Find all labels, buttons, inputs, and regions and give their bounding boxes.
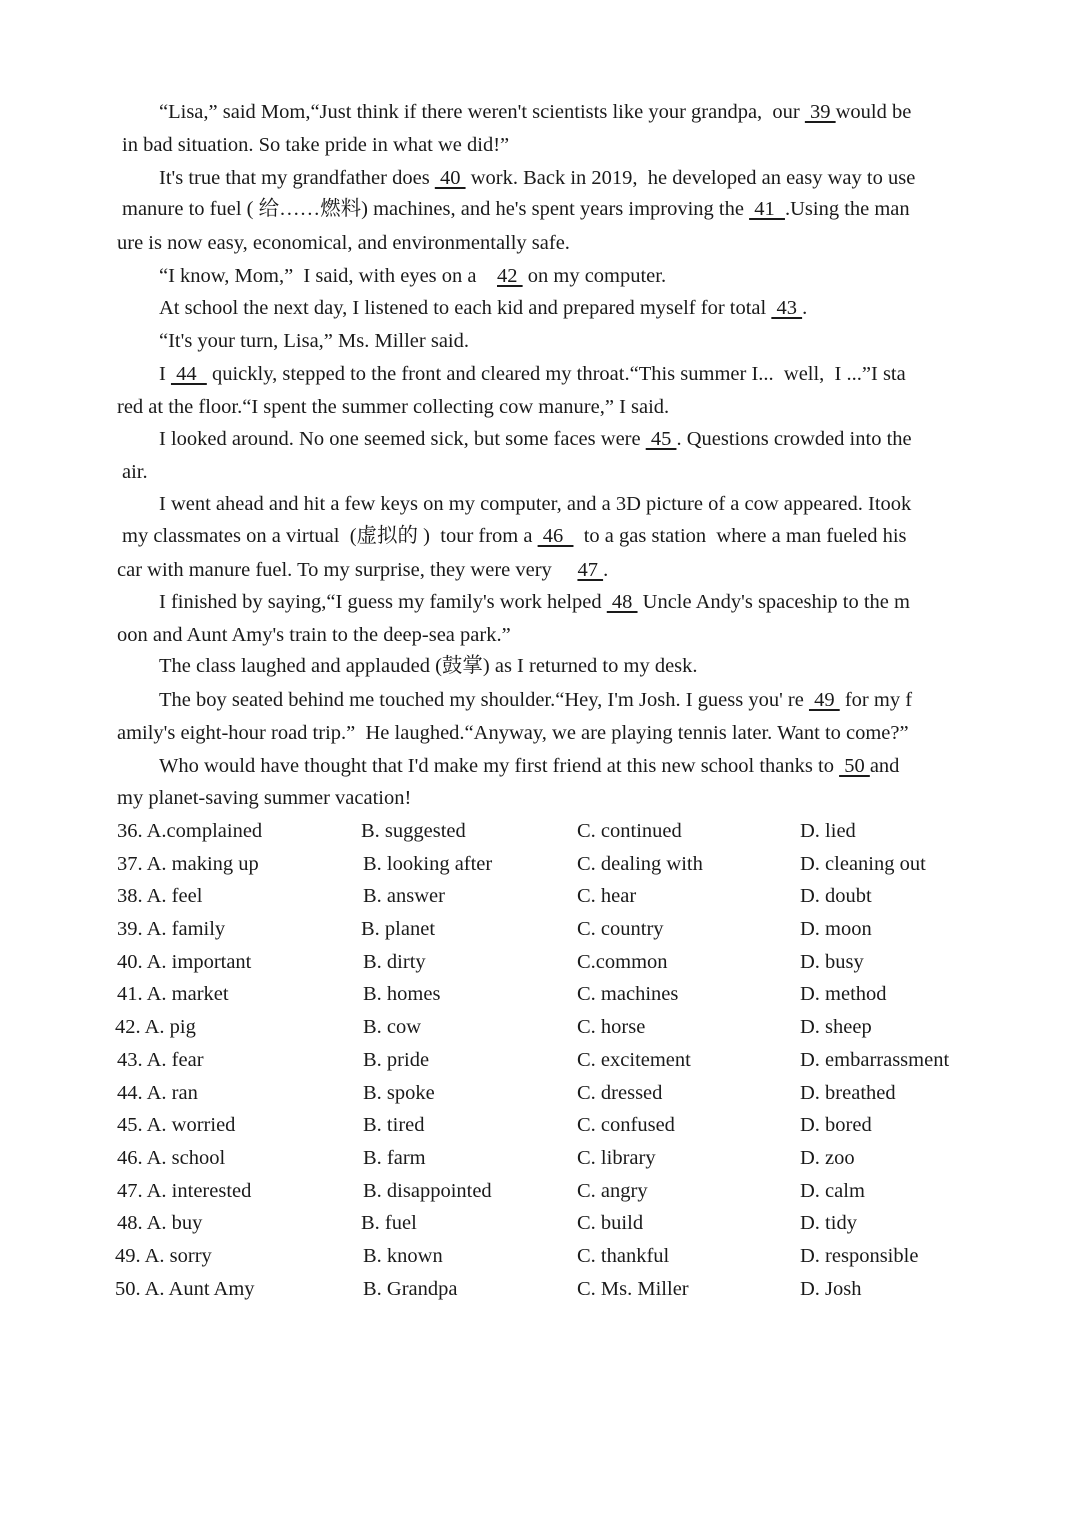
option-c: C. excitement [577,1049,691,1071]
passage-line [159,263,666,289]
option-c: C. horse [577,1016,646,1038]
answer-blank: 40 [434,167,466,189]
passage-line [117,394,669,420]
passage-text: I [159,363,171,385]
option-a: 40. A. important [117,951,252,973]
answer-blank: 41 [749,198,785,220]
passage-line [159,687,912,713]
passage-text: “I know, Mom,” I said, with eyes on a [159,265,497,287]
answer-blank: 47 [577,559,604,581]
option-a: 49. A. sorry [115,1245,212,1267]
option-d: D. moon [800,918,872,940]
answer-blank: 39 [804,101,836,123]
option-d: D. cleaning out [800,853,926,875]
passage-text: work. Back in 2019, he developed an easy way to use [465,167,916,189]
option-b: B. looking after [363,853,493,875]
answer-blank: 50 [839,755,870,777]
passage-text: amily's eight-hour road trip.” He laughed.“Anyway, we are playing tennis later. Want to come?” [117,722,909,744]
answer-blank: 49 [808,689,840,711]
passage-line [159,653,698,679]
option-b: B. spoke [363,1082,435,1104]
option-c: C. country [577,918,664,940]
option-c: C. library [577,1147,656,1169]
option-b: B. farm [363,1147,426,1169]
option-a: 37. A. making up [117,853,259,875]
option-a: 41. A. market [117,983,229,1005]
option-d: D. embarrassment [800,1049,950,1071]
option-d: D. method [800,983,887,1005]
passage-text: car with manure fuel. To my surprise, they were very [117,559,578,581]
option-b: B. planet [361,918,436,940]
passage-text: Uncle Andy's spaceship to the m [637,591,910,613]
passage-text: for my f [839,689,913,711]
option-a: 36. A.complained [117,820,263,842]
passage-line [117,622,511,648]
option-d: D. lied [800,820,856,842]
passage-text: The boy seated behind me touched my shoulder.“Hey, I'm Josh. I guess you' re [159,689,809,711]
answer-blank: 48 [606,591,638,613]
passage-line [117,720,909,746]
option-c: C. angry [577,1180,648,1202]
option-c: C. thankful [577,1245,670,1267]
option-d: D. tidy [800,1212,857,1234]
passage-text: in bad situation. So take pride in what we did!” [122,134,510,156]
option-b: B. pride [363,1049,430,1071]
option-d: D. busy [800,951,864,973]
option-a: 39. A. family [117,918,226,940]
passage-text: on my computer. [522,265,667,287]
passage-line [159,361,906,387]
answer-blank: 42 [497,265,523,287]
passage-text: “It's your turn, Lisa,” Ms. Miller said. [159,330,470,352]
option-d: D. calm [800,1180,865,1202]
option-c: C. confused [577,1114,675,1136]
passage-line [159,589,910,615]
option-b: B. dirty [363,951,426,973]
option-b: B. answer [363,885,445,907]
option-d: D. zoo [800,1147,855,1169]
passage-text: It's true that my grandfather does [159,167,435,189]
passage-text: to a gas station where a man fueled his [573,525,907,547]
option-a: 50. A. Aunt Amy [115,1278,255,1300]
passage-text: quickly, stepped to the front and cleared my throat.“This summer I... well, I ...”I sta [206,363,906,385]
option-d: D. bored [800,1114,872,1136]
passage-line [117,230,570,256]
passage-text: . [603,559,609,581]
passage-text: red at the floor.“I spent the summer collecting cow manure,” I said. [117,396,670,418]
passage-text: The class laughed and applauded (鼓掌) as I returned to my desk. [159,655,698,677]
passage-text: At school the next day, I listened to each kid and prepared myself for total [159,297,772,319]
passage-text: manure to fuel ( 给……燃料) machines, and he's spent years improving the [122,198,750,220]
option-b: B. known [363,1245,443,1267]
option-b: B. cow [363,1016,422,1038]
option-b: B. fuel [361,1212,417,1234]
option-a: 46. A. school [117,1147,226,1169]
passage-line [122,459,148,485]
passage-line [117,785,411,811]
passage-text: and [869,755,900,777]
passage-text: my planet-saving summer vacation! [117,787,412,809]
passage-text: my classmates on a virtual (虚拟的 ) tour from a [122,525,538,547]
answer-blank: 46 [537,525,574,547]
option-d: D. responsible [800,1245,919,1267]
option-a: 48. A. buy [117,1212,203,1234]
option-c: C. dealing with [577,853,703,875]
passage-text: Who would have thought that I'd make my first friend at this new school thanks to [159,755,840,777]
option-a: 43. A. fear [117,1049,204,1071]
passage-line [159,426,912,452]
passage-line [159,753,899,779]
option-c: C. dressed [577,1082,663,1104]
answer-blank: 45 [645,428,677,450]
passage-line [159,328,469,354]
option-d: D. sheep [800,1016,872,1038]
option-a: 44. A. ran [117,1082,198,1104]
passage-text: “Lisa,” said Mom,“Just think if there weren't scientists like your grandpa, our [159,101,805,123]
option-b: B. Grandpa [363,1278,458,1300]
passage-text: I looked around. No one seemed sick, but some faces were [159,428,646,450]
passage-line [159,295,807,321]
passage-line [122,132,509,158]
passage-text: I finished by saying,“I guess my family's work helped [159,591,607,613]
option-c: C. Ms. Miller [577,1278,689,1300]
option-a: 47. A. interested [117,1180,252,1202]
option-b: B. disappointed [363,1180,492,1202]
passage-line [159,99,911,125]
passage-text: . [802,297,808,319]
passage-text: oon and Aunt Amy's train to the deep-sea park.” [117,624,511,646]
passage-text: .Using the man [784,198,910,220]
passage-text: ure is now easy, economical, and environmentally safe. [117,232,570,254]
option-a: 45. A. worried [117,1114,236,1136]
option-b: B. homes [363,983,441,1005]
passage-line [122,523,907,549]
passage-line [159,491,911,517]
option-b: B. tired [363,1114,425,1136]
option-c: C. machines [577,983,679,1005]
option-c: C. build [577,1212,644,1234]
option-a: 38. A. feel [117,885,203,907]
option-b: B. suggested [361,820,466,842]
option-c: C.common [577,951,668,973]
passage-line [117,557,608,583]
passage-text: I went ahead and hit a few keys on my computer, and a 3D picture of a cow appeared. Itook [159,493,912,515]
answer-blank: 43 [771,297,803,319]
option-d: D. breathed [800,1082,896,1104]
option-d: D. Josh [800,1278,862,1300]
option-c: C. hear [577,885,637,907]
passage-line [159,165,915,191]
answer-blank: 44 [170,363,207,385]
passage-text: air. [122,461,148,483]
passage-text: would be [835,101,912,123]
passage-text: . Questions crowded into the [676,428,912,450]
option-a: 42. A. pig [115,1016,196,1038]
option-d: D. doubt [800,885,872,907]
option-c: C. continued [577,820,682,842]
passage-line [122,196,910,222]
